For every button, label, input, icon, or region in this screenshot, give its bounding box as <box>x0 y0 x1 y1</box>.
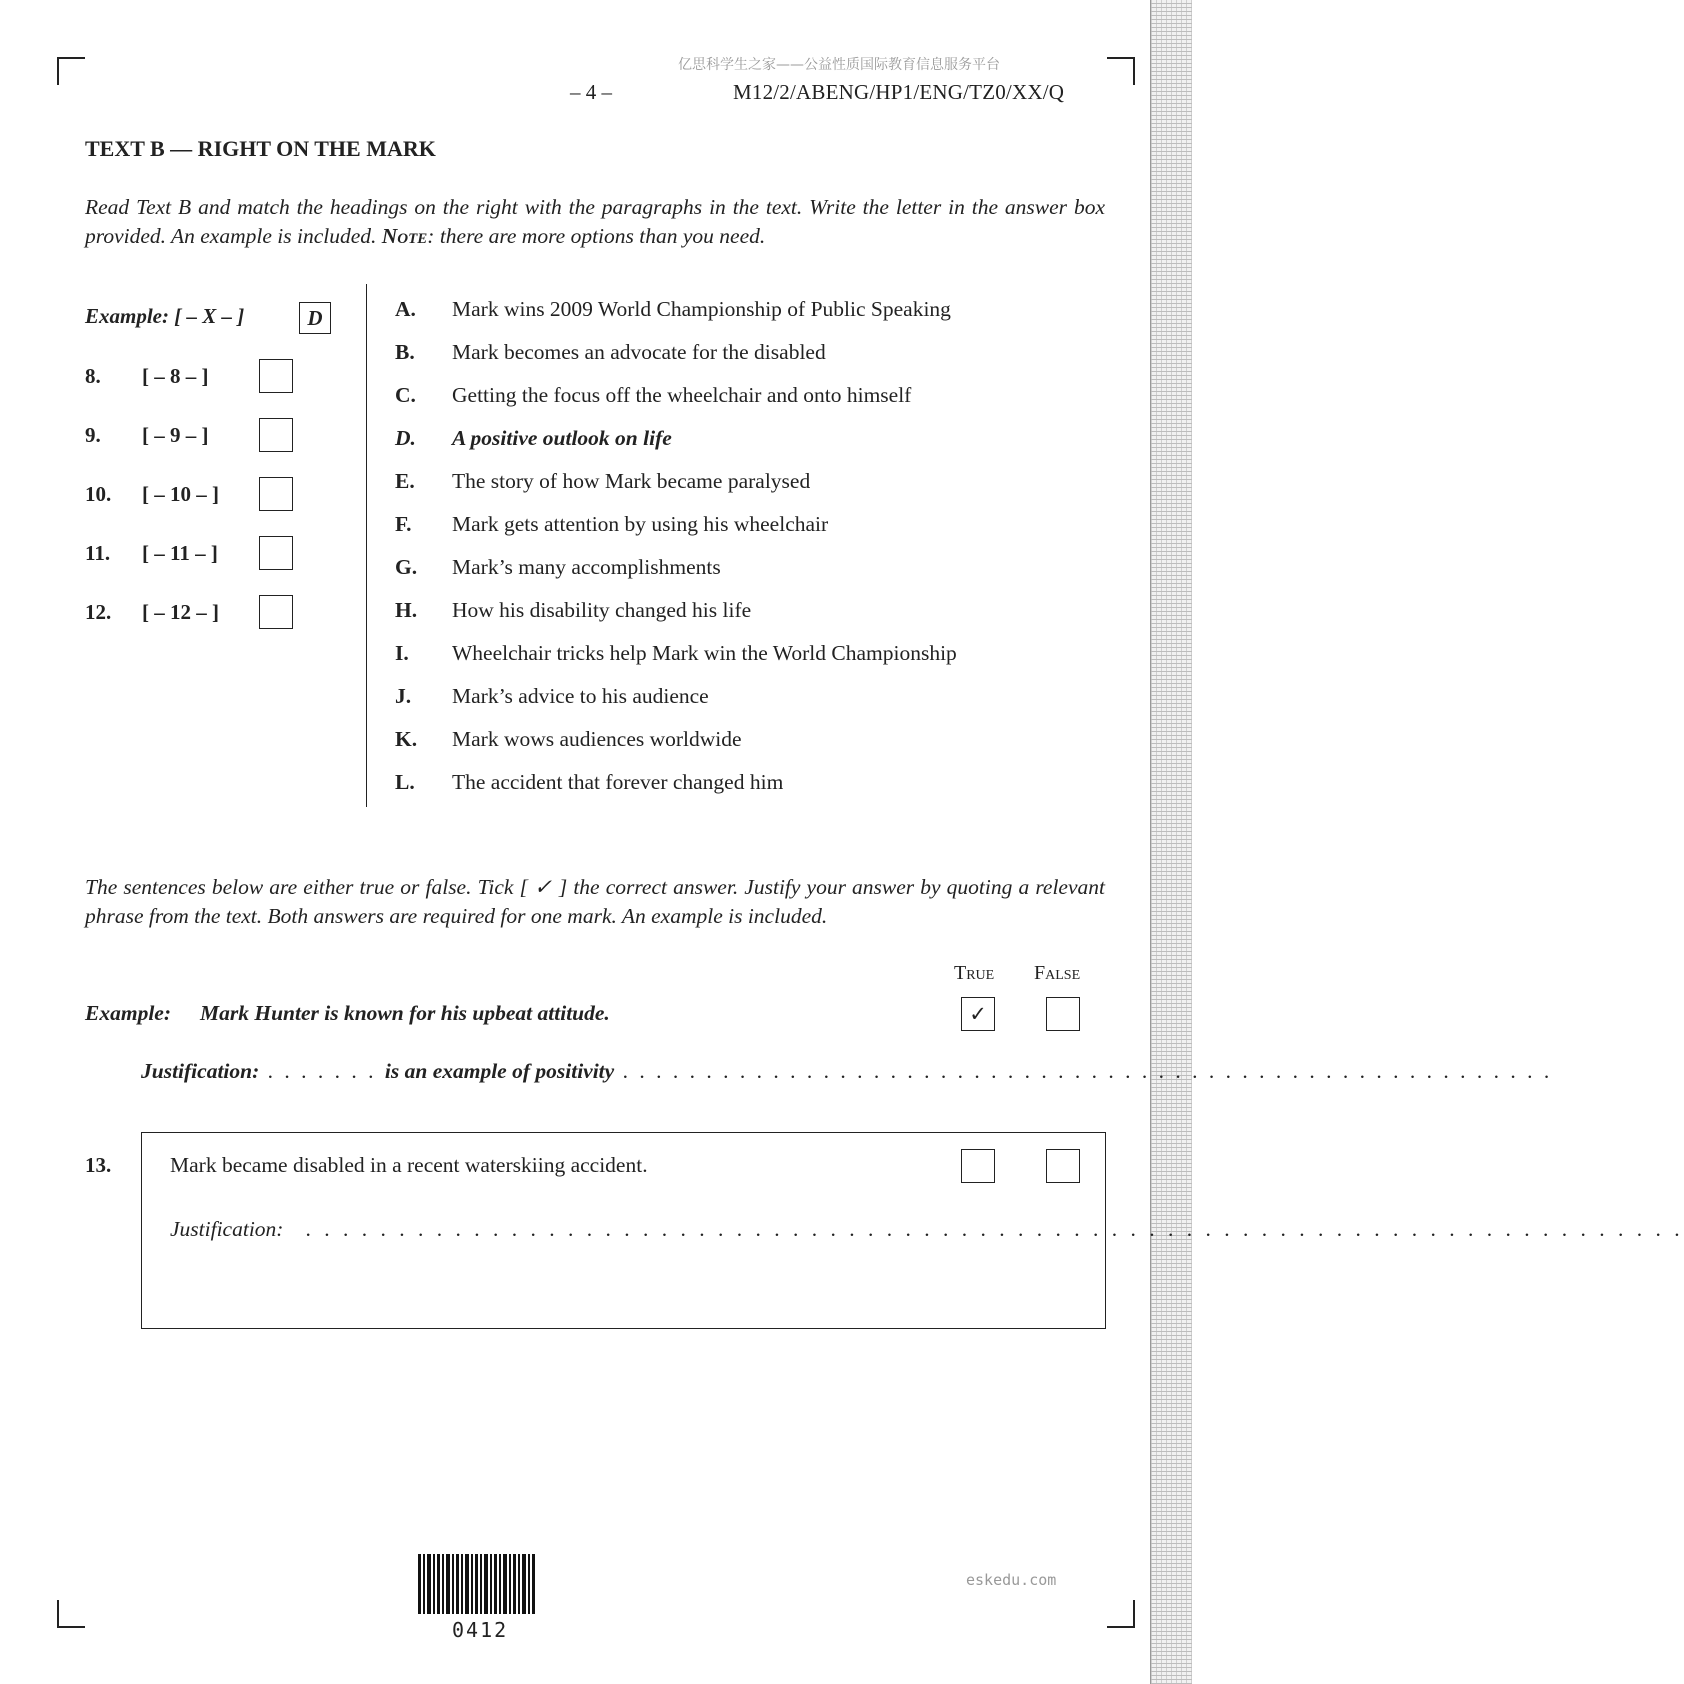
question-row-9 <box>85 418 300 454</box>
question-row-10 <box>85 477 300 513</box>
question-13-false-checkbox[interactable] <box>1046 1149 1080 1183</box>
option-text: Mark’s advice to his audience <box>452 684 709 708</box>
option-letter: H. <box>395 598 418 622</box>
example-false-checkbox <box>1046 997 1080 1031</box>
column-divider <box>366 284 367 807</box>
question-row-12 <box>85 595 300 631</box>
dotted-leader: . . . . . . . <box>259 1059 385 1083</box>
true-column-heading: True <box>954 962 995 984</box>
option-letter: J. <box>395 684 412 708</box>
justification-label: Justification: <box>170 1217 284 1241</box>
question-label: [ – 10 – ] <box>142 482 219 506</box>
question-label: [ – 8 – ] <box>142 364 209 388</box>
true-false-example <box>85 1001 610 1026</box>
answer-box-9[interactable] <box>259 418 293 452</box>
true-false-instructions: The sentences below are either true or false. Tick [ ✓ ] the correct answer. Justify your answer by quoting a relevant phrase from the text. Both answers are required for one mark. An example is included. <box>85 875 1105 928</box>
question-number: 8. <box>85 364 101 388</box>
option-text: The story of how Mark became paralysed <box>452 469 811 493</box>
question-label: [ – 9 – ] <box>142 423 209 447</box>
page-edge-strip <box>1150 0 1192 1684</box>
option-text: Getting the focus off the wheelchair and onto himself <box>452 383 912 407</box>
option-letter: E. <box>395 469 415 493</box>
question-13-statement: Mark became disabled in a recent waterskiing accident. <box>170 1153 648 1177</box>
answer-box-12[interactable] <box>259 595 293 629</box>
matching-example-answer-box: D <box>299 302 331 334</box>
option-text: Mark wows audiences worldwide <box>452 727 742 751</box>
justification-label: Justification: <box>141 1059 260 1083</box>
crop-mark-top-left <box>57 57 85 85</box>
option-letter: K. <box>395 727 418 751</box>
crop-mark-bottom-left <box>57 1600 85 1628</box>
example-lead: Example: <box>85 1001 171 1025</box>
question-number: 10. <box>85 482 112 506</box>
option-text: How his disability changed his life <box>452 598 752 622</box>
question-13-true-checkbox[interactable] <box>961 1149 995 1183</box>
option-text: Mark gets attention by using his wheelchair <box>452 512 829 536</box>
example-justification <box>141 1059 1553 1089</box>
question-number: 9. <box>85 423 101 447</box>
question-row-11 <box>85 536 300 572</box>
document-code: M12/2/ABENG/HP1/ENG/TZ0/XX/Q <box>733 80 1065 104</box>
section-title: TEXT B — RIGHT ON THE MARK <box>85 136 436 161</box>
answer-box-8[interactable] <box>259 359 293 393</box>
barcode-number: 0412 <box>452 1618 509 1642</box>
question-13-justification[interactable] <box>170 1217 1684 1247</box>
option-letter: D. <box>395 426 416 450</box>
crop-mark-top-right <box>1107 57 1135 85</box>
option-text: The accident that forever changed him <box>452 770 784 794</box>
justification-answer: is an example of positivity <box>384 1059 615 1083</box>
option-letter: B. <box>395 340 415 364</box>
dotted-answer-line: . . . . . . . . . . . . . . . . . . . . . . . . . . . . . . . . . . . . . . . . . . . . . . . . . . . . . . . . . . . . . . . . . . . . . . . . . . <box>305 1217 1684 1241</box>
example-true-checkbox: ✓ <box>961 997 995 1031</box>
option-letter: L. <box>395 770 415 794</box>
dotted-leader: . . . . . . . . . . . . . . . . . . . . . . . . . . . . . . . . . . . . . . . . . . . . . . . . . . . . . . . . <box>614 1059 1553 1083</box>
option-letter: A. <box>395 297 416 321</box>
option-text: A positive outlook on life <box>452 426 672 450</box>
option-text: Mark’s many accomplishments <box>452 555 721 579</box>
question-number: 12. <box>85 600 112 624</box>
option-letter: G. <box>395 555 418 579</box>
matching-example-label: Example: [ – X – ] <box>85 304 245 328</box>
option-text: Wheelchair tricks help Mark win the World Championship <box>452 641 957 665</box>
option-letter: C. <box>395 383 416 407</box>
crop-mark-bottom-right <box>1107 1600 1135 1628</box>
example-statement: Mark Hunter is known for his upbeat attitude. <box>200 1001 610 1025</box>
barcode-image <box>418 1554 548 1614</box>
page-number: – 4 – <box>570 80 612 104</box>
note-word: Note <box>381 224 428 248</box>
watermark-text: 亿思科学生之家——公益性质国际教育信息服务平台 <box>678 57 1000 73</box>
option-letter: I. <box>395 641 409 665</box>
question-13-number: 13. <box>85 1153 112 1177</box>
question-label: [ – 11 – ] <box>142 541 218 565</box>
option-text: Mark wins 2009 World Championship of Public Speaking <box>452 297 951 321</box>
option-letter: F. <box>395 512 412 536</box>
option-text: Mark becomes an advocate for the disabled <box>452 340 826 364</box>
question-number: 11. <box>85 541 111 565</box>
answer-box-10[interactable] <box>259 477 293 511</box>
matching-instructions: Read Text B and match the headings on the right with the paragraphs in the text. Write the letter in the answer box provided. An example is included. Note: there are more options than you need. <box>85 195 1105 248</box>
answer-box-11[interactable] <box>259 536 293 570</box>
question-row-8 <box>85 359 300 395</box>
site-watermark: eskedu.com <box>966 1571 1057 1589</box>
question-label: [ – 12 – ] <box>142 600 219 624</box>
false-column-heading: False <box>1034 962 1081 984</box>
